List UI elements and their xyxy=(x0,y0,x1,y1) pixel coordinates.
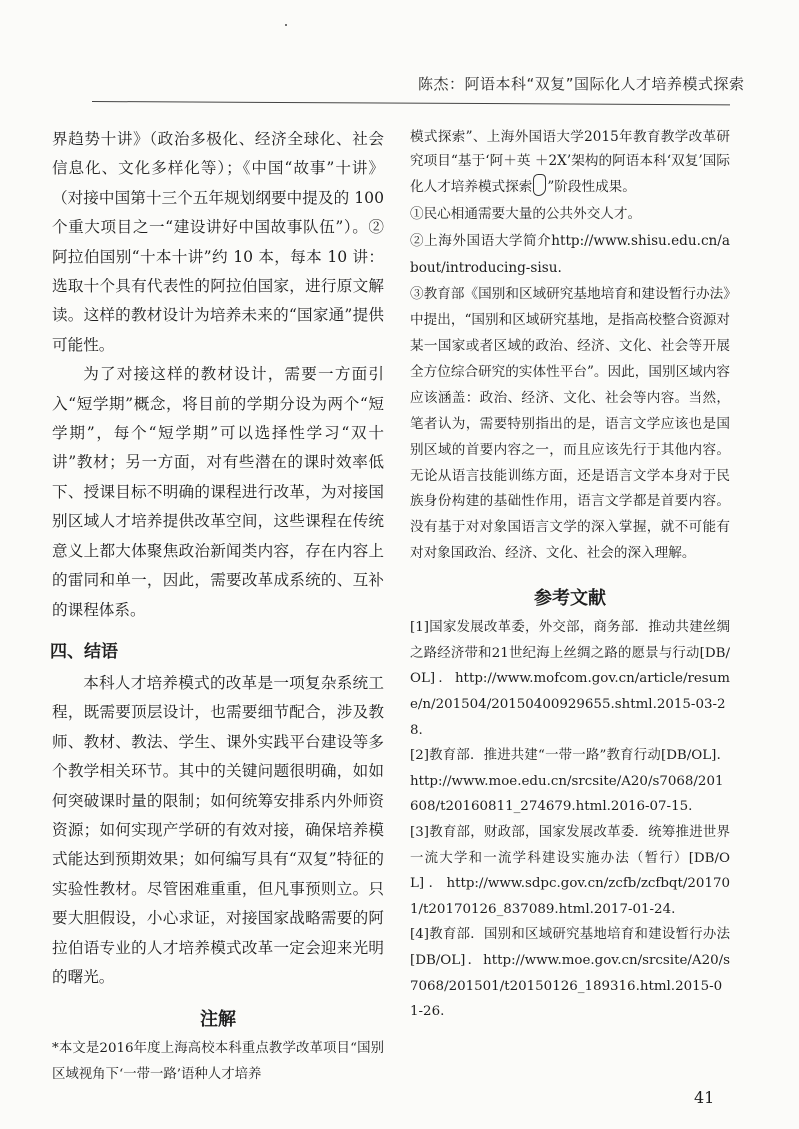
footnote: ①民心相通需要大量的公共外交人才。 xyxy=(410,206,642,223)
note-continuation xyxy=(410,125,730,199)
note-continuation-end: ”阶段性成果。 xyxy=(547,178,636,195)
handwritten-mark-icon xyxy=(533,174,546,196)
reference-item: [2]教育部．推进共建“一带一路”教育行动[DB/OL]．http://www.moe.edu.cn/srcsite/A20/s7068/201608/t20160811_274679.html.2016-07-15. xyxy=(410,748,730,815)
footnote: ②上海外国语大学简介http://www.shisu.edu.cn/about/introducing-sisu. xyxy=(410,233,730,277)
header-rule xyxy=(92,101,730,105)
note-text: *本文是2016年度上海高校本科重点教学改革项目“国别区域视角下‘一带一路’语种人才培养 xyxy=(52,1041,384,1082)
left-column xyxy=(52,125,384,1087)
reference-item: [1]国家发展改革委，外交部，商务部．推动共建丝绸之路经济带和21世纪海上丝绸之路的愿景与行动[DB/OL]．http://www.mofcom.gov.cn/article/resume/n/201504/20150400929655.shtml.2015-03-28. xyxy=(410,620,730,738)
footnote: ③教育部《国别和区域研究基地培育和建设暂行办法》中提出，“国别和区域研究基地，是指高校整合资源对某一国家或者区域的政治、经济、文化、社会等开展全方位综合研究的实体性平台”。因此，国别区域内容应该涵盖：政治、经济、文化、社会等内容。当然，笔者认为，需要特别指出的是，语言文学应该也是国别区域的首要内容之一，而且应该先行于其他内容。无论从语言技能训练方面，还是语言文学本身对于民族身份构建的基础性作用，语言文学都是首要内容。没有基于对对象国语言文学的深入掌握，就不可能有对对象国政治、经济、文化、社会的深入理解。 xyxy=(410,286,730,562)
conclusion-paragraph: 本科人才培养模式的改革是一项复杂系统工程，既需要顶层设计，也需要细节配合，涉及教师、教材、教法、学生、课外实践平台建设等多个教学相关环节。其中的关键问题很明确，如如何突破课时量的限制；如何统筹安排系内外师资资源；如何实现产学研的有效对接，确保培养模式能达到预期效果；如何编写具有“双复”特征的实验性教材。尽管困难重重，但凡事预则立。只要大胆假设，小心求证，对接国家战略需要的阿拉伯语专业的人才培养模式改革一定会迎来光明的曙光。 xyxy=(52,673,384,986)
body-paragraph: 界趋势十讲》（政治多极化、经济全球化、社会信息化、文化多样化等）；《中国“故事”十讲》（对接中国第十三个五年规划纲要中提及的 100 个重大项目之一“建设讲好中国故事队伍”）。②阿拉伯国别“十本十讲”约 10 本，每本 10 讲：选取十个具有代表性的阿拉伯国家，进行原文解读。这样的教材设计为培养未来的“国家通”提供可能性。 xyxy=(52,130,384,354)
reference-item: [4]教育部．国别和区域研究基地培育和建设暂行办法[DB/OL]．http://www.moe.gov.cn/srcsite/A20/s7068/201501/t20150126_189316.html.2015-01-26. xyxy=(410,927,730,1020)
scan-speck xyxy=(285,24,287,26)
right-column xyxy=(410,125,730,1025)
page-number: 41 xyxy=(694,1088,715,1107)
notes-heading: 注解 xyxy=(200,1009,236,1031)
running-header-title: 陈杰：阿语本科“双复”国际化人才培养模式探索 xyxy=(418,75,745,93)
body-paragraph: 为了对接这样的教材设计，需要一方面引入“短学期”概念，将目前的学期分设为两个“短学期”，每个“短学期”可以选择性学习“双十讲”教材；另一方面，对有些潜在的课时效率低下、授课目标不明确的课程进行改革，为对接国别区域人才培养提供改革空间，这些课程在传统意义上都大体聚焦政治新闻类内容，存在内容上的雷同和单一，因此，需要改革成系统的、互补的课程体系。 xyxy=(52,365,384,619)
references-heading: 参考文献 xyxy=(534,588,606,610)
reference-item: [3]教育部，财政部，国家发展改革委．统筹推进世界一流大学和一流学科建设实施办法（暂行）[DB/OL]．http://www.sdpc.gov.cn/zcfb/zcfbqt/201701/t20170126_837089.html.2017-01-24. xyxy=(410,824,730,917)
note-continuation-text: 模式探索”、上海外国语大学2015年教育教学改革研究项目“基于‘阿＋英 ＋2X’架构的阿语本科‘双复’国际化人才培养模式探索 xyxy=(410,129,730,195)
section-heading-conclusion: 四、结语 xyxy=(50,641,118,662)
